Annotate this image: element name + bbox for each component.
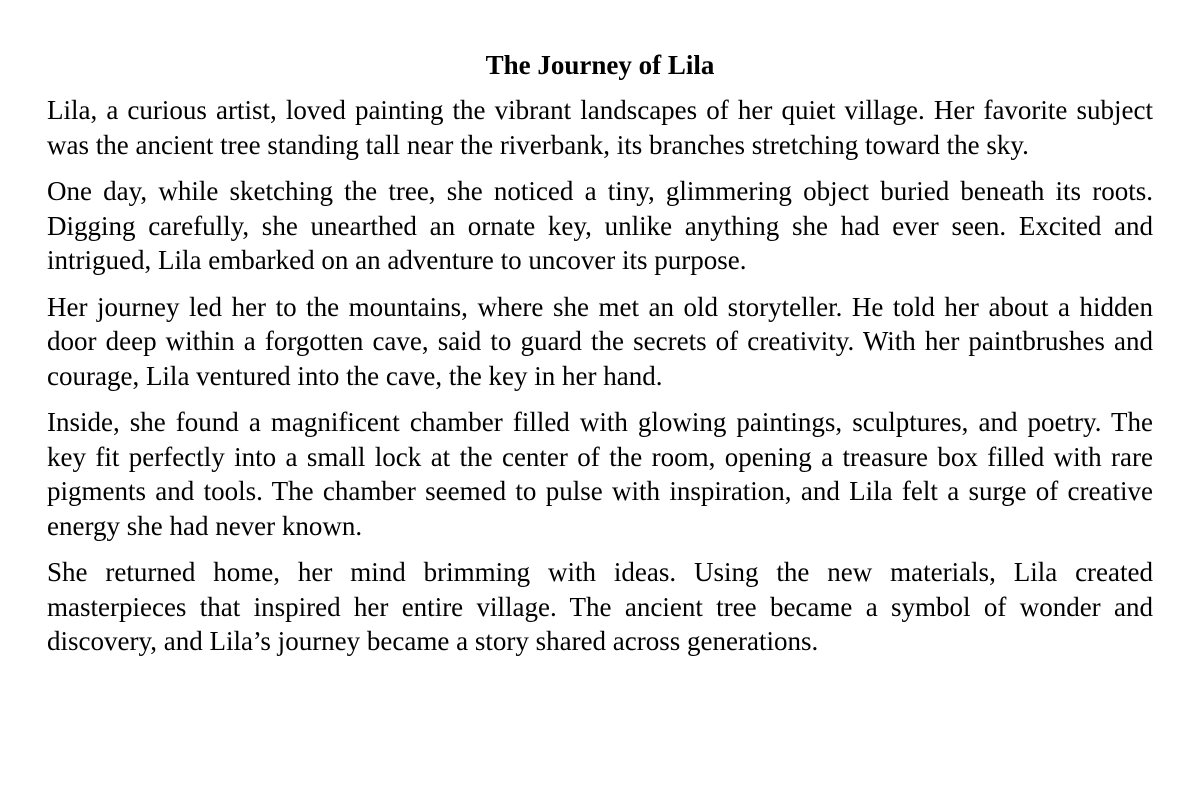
paragraph-4: Inside, she found a magnificent chamber filled with glowing paintings, sculptures, and poetry. The key fit perfectly into a small lock at the center of the room, opening a treasure box filled with rare pigments and tools. The chamber seemed to pulse with inspiration, and Lila felt a surge of creative energy she had never known.: [47, 407, 1153, 541]
paragraph-3: Her journey led her to the mountains, where she met an old storyteller. He told her about a hidden door deep within a forgotten cave, said to guard the secrets of creativity. With her paintbrushes and courage, Lila ventured into the cave, the key in her hand.: [47, 291, 1153, 391]
paragraph-2: One day, while sketching the tree, she noticed a tiny, glimmering object buried beneath its roots. Digging carefully, she unearthed an ornate key, unlike anything she had ever seen. Excited and intrigued, Lila embarked on an adventure to uncover its purpose.: [47, 176, 1153, 275]
document-title: The Journey of Lila: [485, 50, 715, 80]
paragraph-5: She returned home, her mind brimming with ideas. Using the new materials, Lila created masterpieces that inspired her entire village. The ancient tree became a symbol of wonder and discovery, and Lila’s journey became a story shared across generations.: [47, 557, 1153, 656]
paragraph-1: Lila, a curious artist, loved painting the vibrant landscapes of her quiet village. Her favorite subject was the ancient tree standing tall near the riverbank, its branches stretching toward the sky.: [47, 95, 1153, 160]
